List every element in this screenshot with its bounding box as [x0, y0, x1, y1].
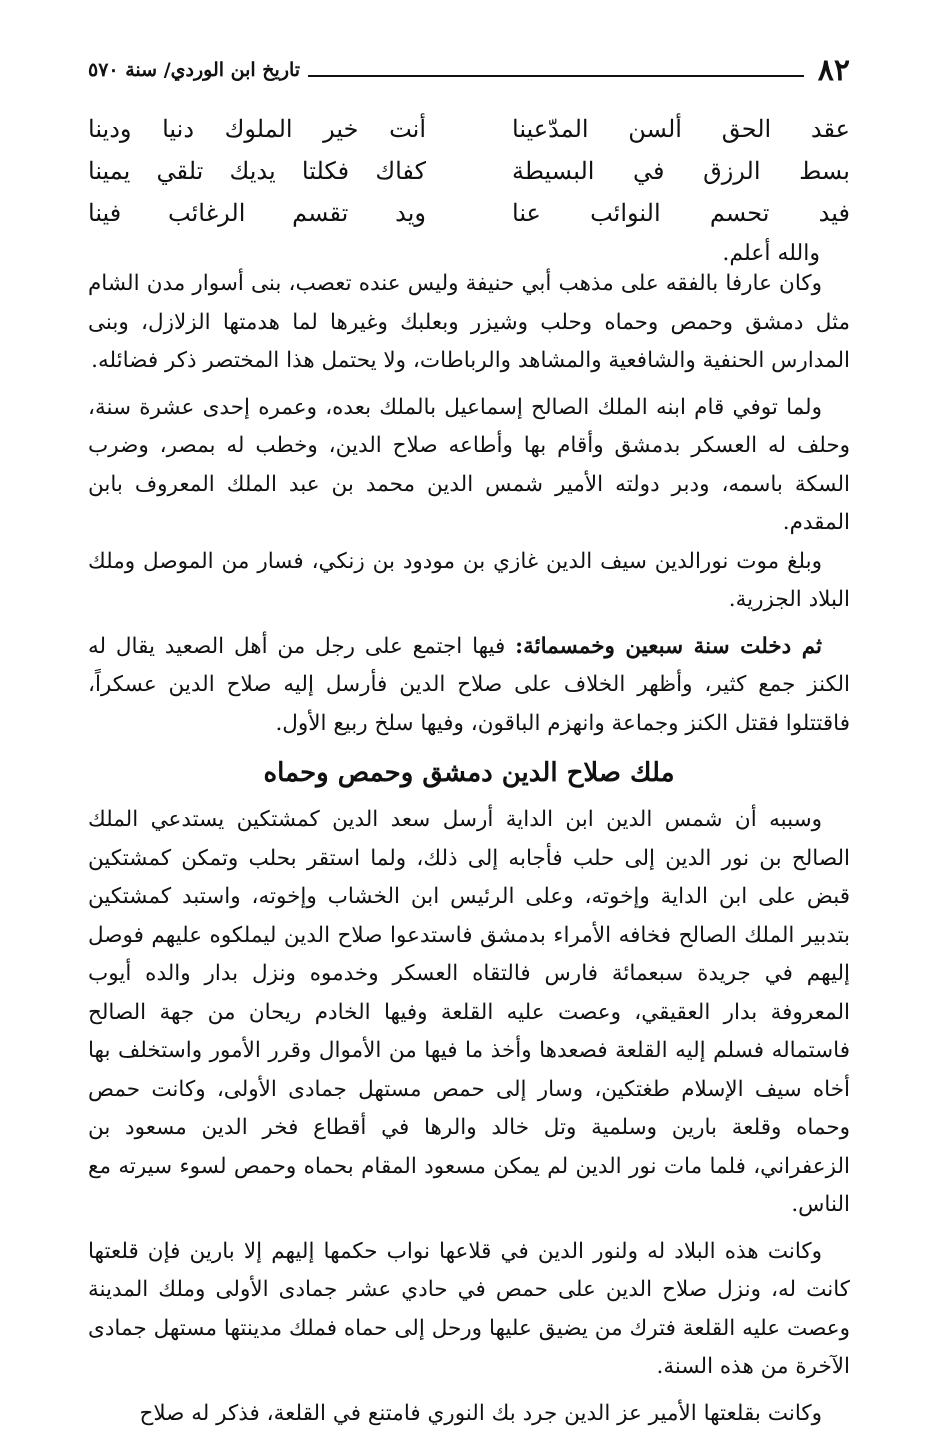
verse-line: [88, 150, 850, 192]
running-title: تاريخ ابن الوردي/ سنة ٥٧٠: [88, 59, 301, 81]
year-heading: ثم دخلت سنة سبعين وخمسمائة:: [515, 633, 823, 659]
paragraph: وكان عارفا بالفقه على مذهب أبي حنيفة وليس عنده تعصب، بنى أسوار مدن الشام مثل دمشق وحمص وحماه وحلب وشيزر وبعلبك وغيرها لما هدمتها الزلازل، وبنى المدارس الحنفية والشافعية والمشاهد والرباطات، ولا يحتمل هذا المختصر ذكر فضائله.: [88, 271, 850, 373]
verse-second-hemistich: ويد تقسم الرغائب فينا: [88, 199, 426, 227]
verse-line: [88, 192, 850, 234]
paragraph: وكانت بقلعتها الأمير عز الدين جرد بك النوري فامتنع في القلعة، فذكر له صلاح: [139, 1400, 822, 1426]
paragraph-text: فيها اجتمع على رجل من أهل الصعيد يقال له الكنز جمع كثير، وأظهر الخلاف على صلاح الدين فأرسل إليه صلاح الدين عسكراً، فاقتتلوا فقتل الكنز وجماعة وانهزم الباقون، وفيها سلخ ربيع الأول.: [88, 633, 850, 736]
verse-first-hemistich: عقد الحق ألسن المدّعينا: [512, 115, 850, 143]
header-rule: [308, 75, 804, 77]
running-header: [88, 48, 850, 92]
paragraph: وبلغ موت نورالدين سيف الدين غازي بن مودود بن زنكي، فسار من الموصل وملك البلاد الجزرية.: [88, 548, 850, 612]
verse-first-hemistich: فيد تحسم النوائب عنا: [512, 199, 850, 227]
verse-second-hemistich: كفاك فكلتا يديك تلقي يمينا: [88, 157, 426, 185]
verse-first-hemistich: بسط الرزق في البسيطة: [512, 157, 850, 185]
paragraph: وكانت هذه البلاد له ولنور الدين في قلاعها نواب حكمها إليهم إلا بارين فإن قلعتها كانت له، ونزل صلاح الدين على حمص في حادي عشر جمادى الأولى وملك المدينة وعصت عليه القلعة فترك من يضيق عليها ورحل إلى حماه فملك مدينتها مستهل جمادى الآخرة من هذه السنة.: [88, 1238, 850, 1379]
main-text: [88, 265, 850, 1441]
paragraph: وسببه أن شمس الدين ابن الداية أرسل سعد الدين كمشتكين يستدعي الملك الصالح بن نور الدين إلى حلب فأجابه إلى ذلك، ولما استقر بحلب وتمكن كمشتكين قبض على ابن الداية وإخوته، وعلى الرئيس ابن الخشاب وإخوته، واستبد كمشتكين بتدبير الملك الصالح فخافه الأمراء بدمشق فاستدعوا صلاح الدين ليملكوه عليهم فوصل إليهم في جريدة سبعمائة فارس فالتقاه العسكر وخدموه ونزل بدار والده أيوب المعروفة بدار العقيقي، وعصت عليه القلعة وفيها الخادم ريحان من جهة الصالح فاستماله فسلم إليه القلعة فصعدها وأخذ ما فيها من الأموال وقرر الأمور واستخلف بها أخاه سيف الإسلام طغتكين، وسار إلى حمص مستهل جمادى الأولى، وكانت حمص وحماه وقلعة بارين وسلمية وتل خالد والرها في أقطاع فخر الدين مسعود بن الزعفراني، فلما مات نور الدين لم يمكن مسعود المقام بحماه وحمص لسوء سيرته مع الناس.: [88, 807, 850, 1217]
verse-line: [88, 108, 850, 150]
paragraph: ولما توفي قام ابنه الملك الصالح إسماعيل بالملك بعده، وعمره إحدى عشرة سنة، وحلف له العسكر بدمشق وأقام بها وأطاعه صلاح الدين، وخطب له بمصر، وضرب السكة باسمه، ودبر دولته الأمير شمس الدين محمد بن عبد الملك المعروف بابن المقدم.: [88, 394, 850, 535]
paragraph: [88, 628, 850, 744]
poem-verses: [88, 108, 850, 274]
section-heading: ملك صلاح الدين دمشق وحمص وحماه: [263, 758, 675, 788]
verse-second-hemistich: أنت خير الملوك دنيا ودينا: [88, 115, 426, 143]
verse-closing: والله أعلم.: [722, 241, 820, 266]
page-number: ٨٢: [817, 52, 850, 88]
